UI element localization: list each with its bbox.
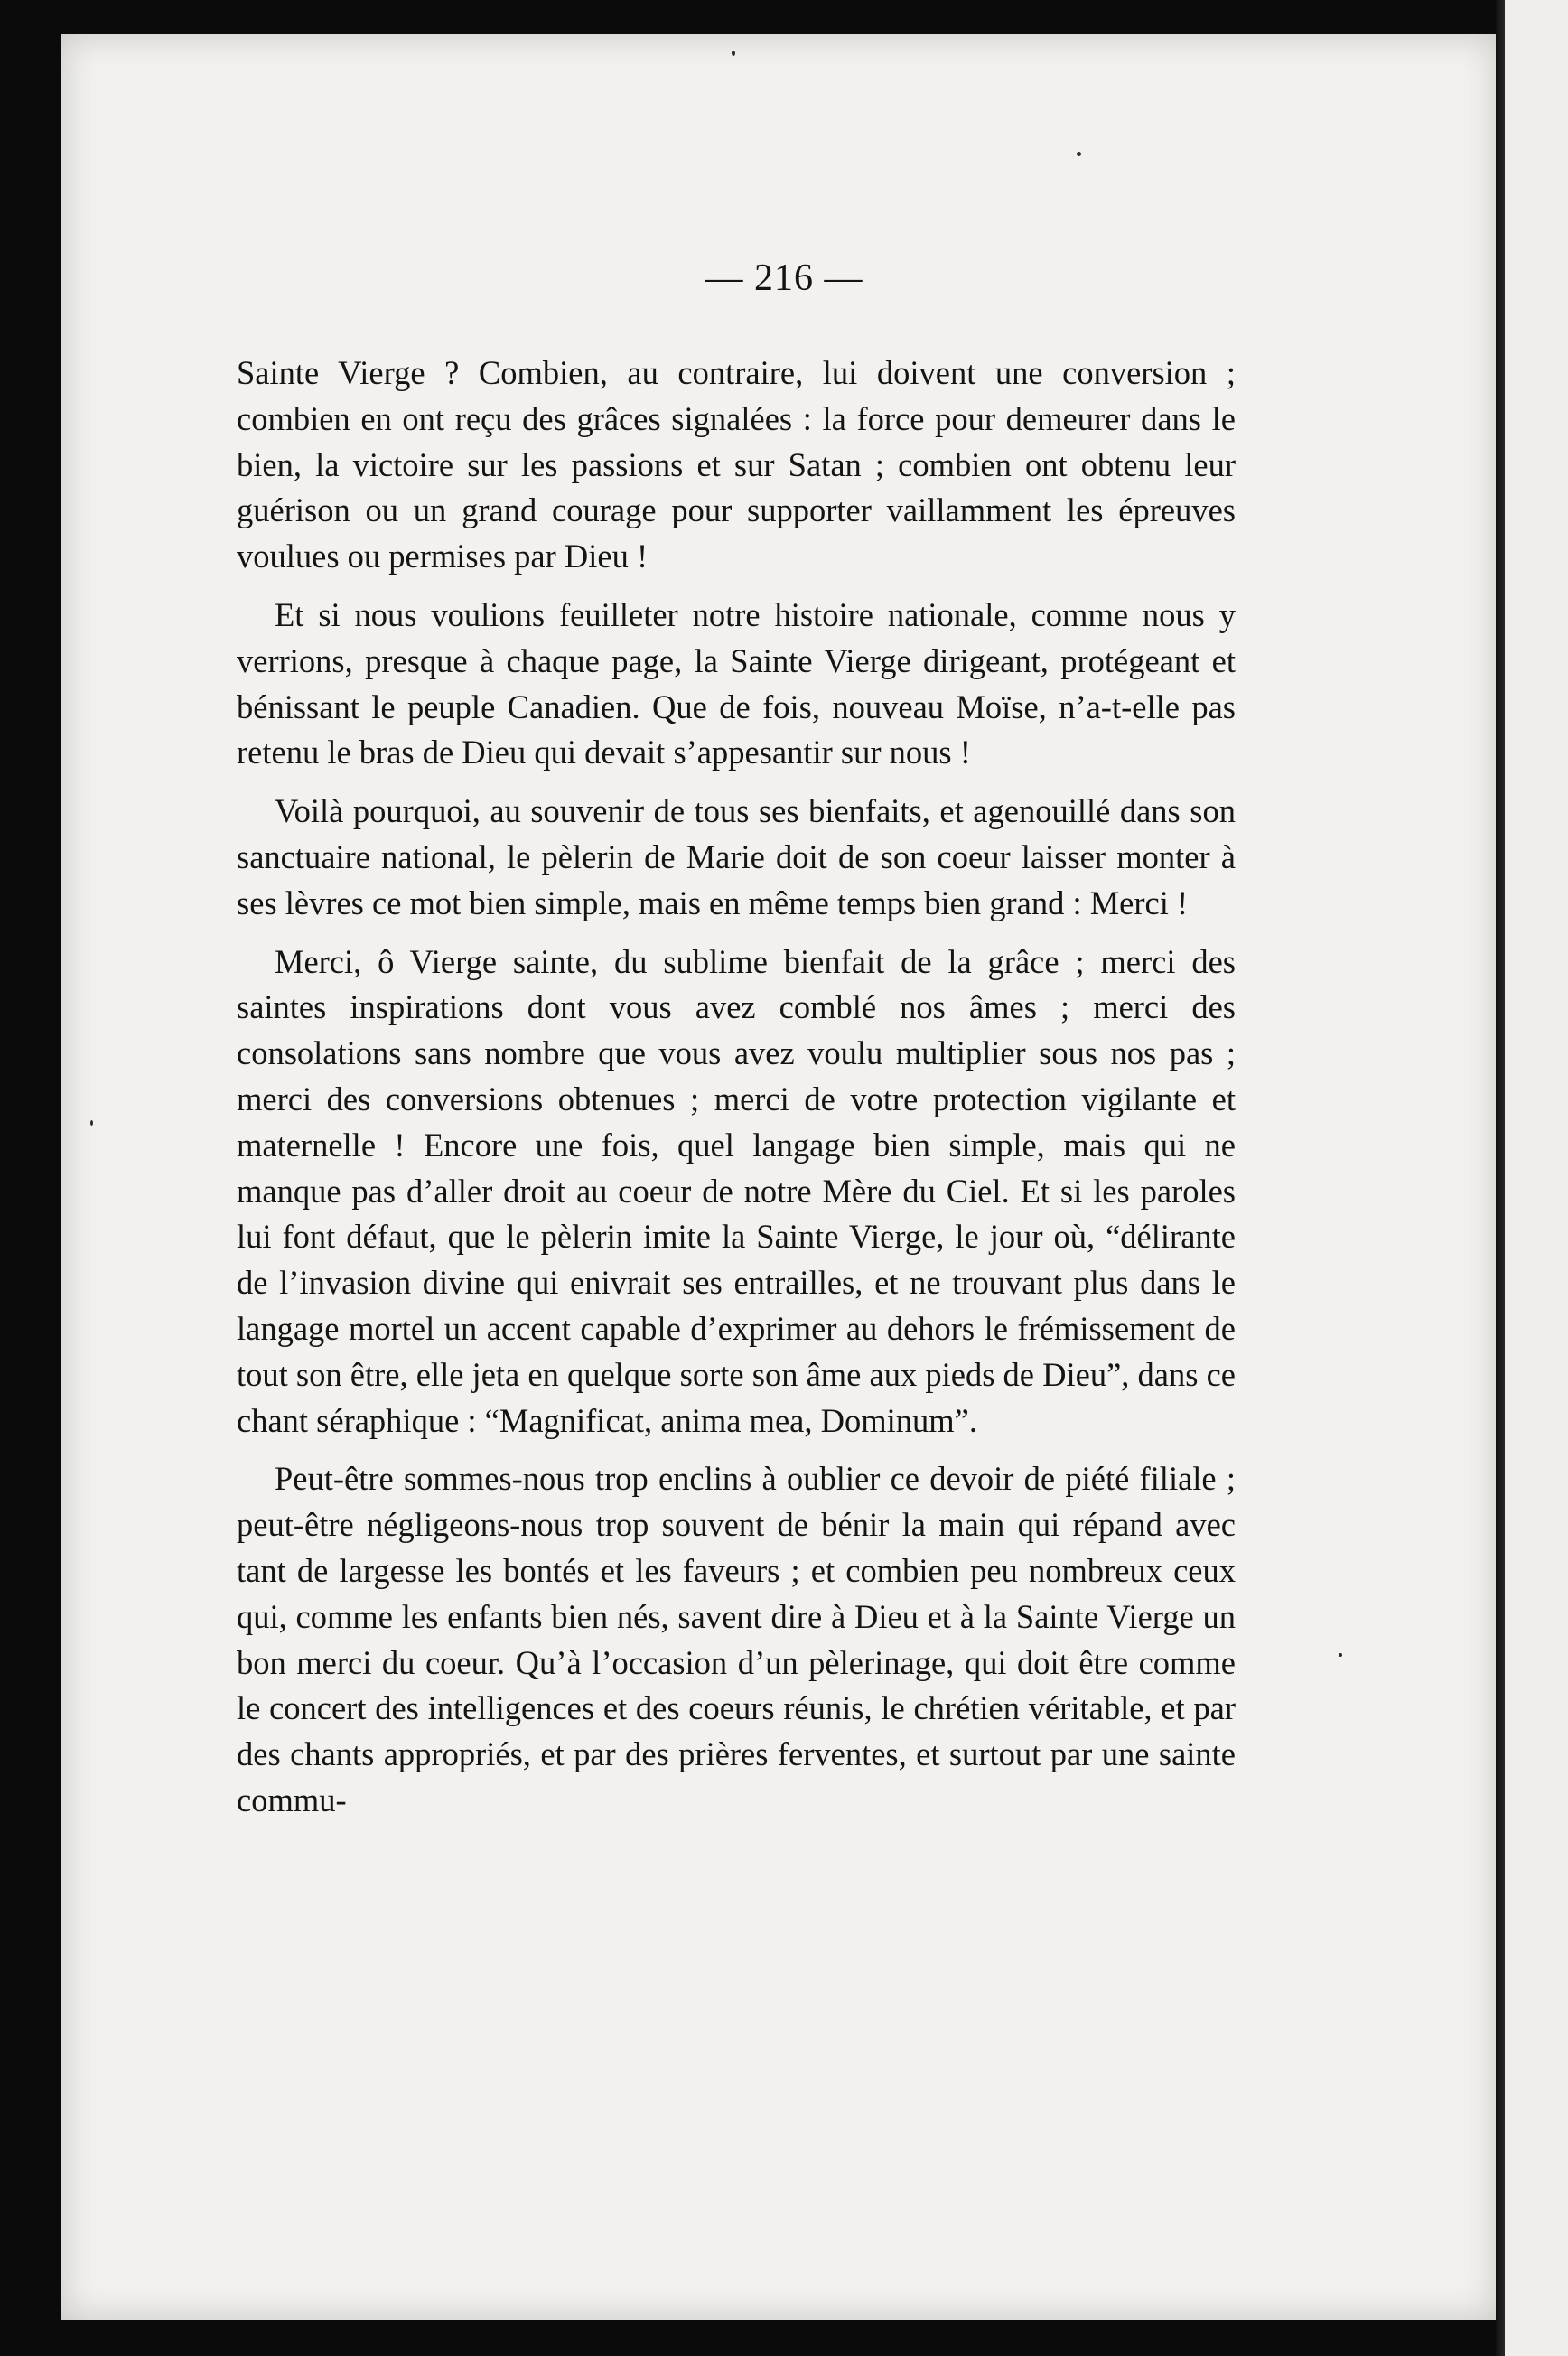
dust-speck xyxy=(90,1120,93,1126)
dust-speck xyxy=(732,51,735,56)
page-number: — 216 — xyxy=(705,257,863,299)
dust-speck xyxy=(1339,1653,1342,1657)
paragraph: Merci, ô Vierge sainte, du sublime bienfait de la grâce ; merci des saintes inspirations dont vous avez comblé nos âmes ; merci des consolations sans nombre que vous avez voulu multiplier sous nos pas ; merci des conversions obtenues ; merci de votre protection vigilante et maternelle ! Encore une fois, quel langage bien simple, mais qui ne manque pas d’aller droit au coeur de notre Mère du Ciel. Et si les paroles lui font défaut, que le pèlerin imite la Sainte Vierge, le jour où, “délirante de l’invasion divine qui enivrait ses entrailles, et ne trouvant plus dans le langage mortel un accent capable d’exprimer au dehors le frémissement de tout son être, elle jeta en quelque sorte son âme aux pieds de Dieu”, dans ce chant séraphique : “Magnificat, anima mea, Dominum”. xyxy=(237,942,1236,1439)
paragraph: Sainte Vierge ? Combien, au contraire, lui doivent une conversion ; combien en ont reçu des grâces signalées : la force pour demeurer dans le bien, la victoire sur les passions et sur Satan ; combien ont obtenu leur guérison ou un grand courage pour supporter vaillamment les épreuves voulues ou permises par Dieu ! xyxy=(237,354,1236,575)
dust-speck xyxy=(1077,152,1081,156)
paragraph: Peut-être sommes-nous trop enclins à oublier ce devoir de piété filiale ; peut-être négligeons-nous trop souvent de bénir la main qui répand avec tant de largesse les bontés et les faveurs ; et combien peu nombreux ceux qui, comme les enfants bien nés, savent dire à Dieu et à la Sainte Vierge un bon merci du coeur. Qu’à l’occasion d’un pèlerinage, qui doit être comme le concert des intelligences et des coeurs réunis, le chrétien véritable, et par des chants appropriés, et par des prières ferventes, et surtout par une sainte commu- xyxy=(237,1460,1236,1818)
paragraph: Voilà pourquoi, au souvenir de tous ses bienfaits, et agenouillé dans son sanctuaire national, le pèlerin de Marie doit de son coeur laisser monter à ses lèvres ce mot bien simple, mais en même temps bien grand : Merci ! xyxy=(237,792,1236,921)
adjacent-page-edge xyxy=(1505,0,1568,2356)
body-text xyxy=(237,351,1236,1837)
paragraph: Et si nous voulions feuilleter notre histoire nationale, comme nous y verrions, presque à chaque page, la Sainte Vierge dirigeant, protégeant et bénissant le peuple Canadien. Que de fois, nouveau Moïse, n’a-t-elle pas retenu le bras de Dieu qui devait s’appesantir sur nous ! xyxy=(237,595,1236,771)
